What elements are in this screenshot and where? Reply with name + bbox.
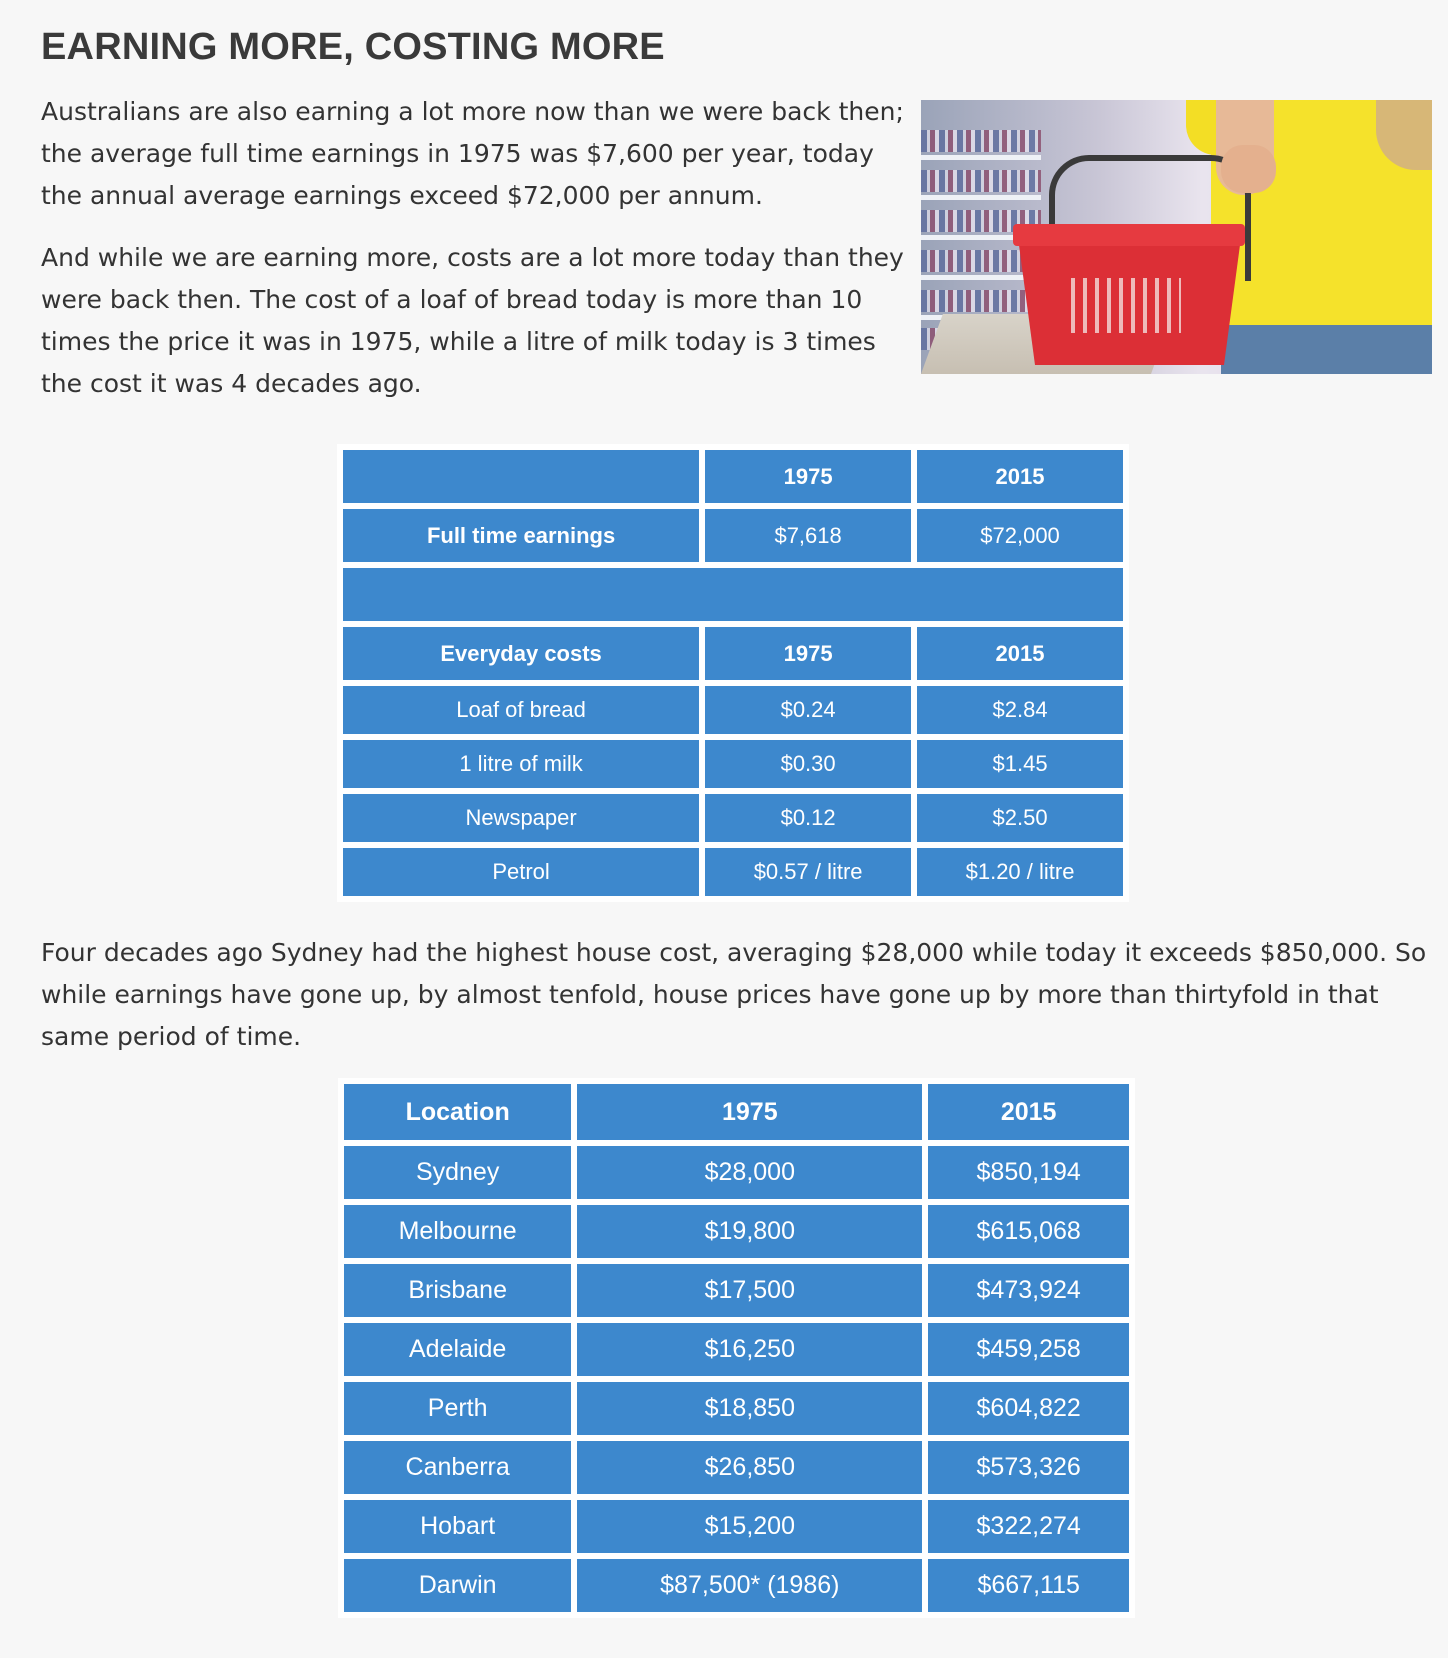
header-cell: 2015: [917, 627, 1123, 680]
table-cell: Canberra: [344, 1441, 571, 1494]
table-header-row: [343, 450, 1123, 503]
table-cell: $1.20 / litre: [917, 848, 1123, 896]
table-row: [343, 686, 1123, 734]
page-heading: EARNING MORE, COSTING MORE: [41, 26, 665, 68]
row-label: Full time earnings: [343, 509, 699, 562]
table-cell: $0.24: [705, 686, 911, 734]
table-cell: $667,115: [928, 1559, 1129, 1612]
header-cell: 1975: [577, 1084, 922, 1140]
table-row: [344, 1205, 1129, 1258]
table-cell: $28,000: [577, 1146, 922, 1199]
table-cell: $1.45: [917, 740, 1123, 788]
table-row: [344, 1559, 1129, 1612]
shopping-basket-photo: [921, 100, 1432, 374]
table-cell: $322,274: [928, 1500, 1129, 1553]
header-cell: 1975: [705, 450, 911, 503]
table-cell: $72,000: [917, 509, 1123, 562]
table-cell: Petrol: [343, 848, 699, 896]
earnings-costs-table: [337, 444, 1129, 902]
table-cell: $15,200: [577, 1500, 922, 1553]
spacer-cell: [343, 568, 1123, 621]
earnings-row: [343, 509, 1123, 562]
table-cell: Brisbane: [344, 1264, 571, 1317]
table-cell: Sydney: [344, 1146, 571, 1199]
table-cell: Perth: [344, 1382, 571, 1435]
table-cell: $0.12: [705, 794, 911, 842]
table-cell: 1 litre of milk: [343, 740, 699, 788]
table-row: [344, 1382, 1129, 1435]
table-cell: Melbourne: [344, 1205, 571, 1258]
header-cell: 2015: [928, 1084, 1129, 1140]
table-cell: Hobart: [344, 1500, 571, 1553]
table-row: [343, 848, 1123, 896]
table-cell: Adelaide: [344, 1323, 571, 1376]
table-row: [344, 1146, 1129, 1199]
house-prices-paragraph: Four decades ago Sydney had the highest house cost, averaging $28,000 while today it exceeds $850,000. So while earnings have gone up, by almost tenfold, house prices have gone up by more than thirtyfold in that same period of time.: [41, 938, 1427, 1051]
table-row: [344, 1441, 1129, 1494]
table-cell: $2.50: [917, 794, 1123, 842]
table-row: [344, 1323, 1129, 1376]
table-row: [344, 1500, 1129, 1553]
header-cell: 1975: [705, 627, 911, 680]
costs-header-row: [343, 627, 1123, 680]
header-cell: Location: [344, 1084, 571, 1140]
table-cell: $0.30: [705, 740, 911, 788]
table-cell: $615,068: [928, 1205, 1129, 1258]
table-cell: $573,326: [928, 1441, 1129, 1494]
table-row: [343, 794, 1123, 842]
header-cell: 2015: [917, 450, 1123, 503]
table-cell: Loaf of bread: [343, 686, 699, 734]
house-prices-table: [338, 1078, 1135, 1618]
table-cell: $19,800: [577, 1205, 922, 1258]
table-row: [343, 740, 1123, 788]
table-cell: Newspaper: [343, 794, 699, 842]
table-cell: $17,500: [577, 1264, 922, 1317]
earnings-paragraph: Australians are also earning a lot more now than we were back then; the average full time earnings in 1975 was $7,600 per year, today the annual average earnings exceed $72,000 per annum.: [41, 97, 904, 210]
spacer-row: [343, 568, 1123, 621]
table-cell: Darwin: [344, 1559, 571, 1612]
table-cell: $7,618: [705, 509, 911, 562]
header-cell: Everyday costs: [343, 627, 699, 680]
table-cell: $0.57 / litre: [705, 848, 911, 896]
table-cell: $18,850: [577, 1382, 922, 1435]
table-cell: $850,194: [928, 1146, 1129, 1199]
table-cell: $473,924: [928, 1264, 1129, 1317]
table-cell: $459,258: [928, 1323, 1129, 1376]
table-row: [344, 1264, 1129, 1317]
table-cell: $2.84: [917, 686, 1123, 734]
table-cell: $87,500* (1986): [577, 1559, 922, 1612]
table-cell: $604,822: [928, 1382, 1129, 1435]
table-header-row: [344, 1084, 1129, 1140]
table-cell: $26,850: [577, 1441, 922, 1494]
costs-paragraph: And while we are earning more, costs are a lot more today than they were back then. The cost of a loaf of bread today is more than 10 times the price it was in 1975, while a litre of milk today is 3 times the cost it was 4 decades ago.: [41, 243, 904, 398]
header-cell: [343, 450, 699, 503]
table-cell: $16,250: [577, 1323, 922, 1376]
